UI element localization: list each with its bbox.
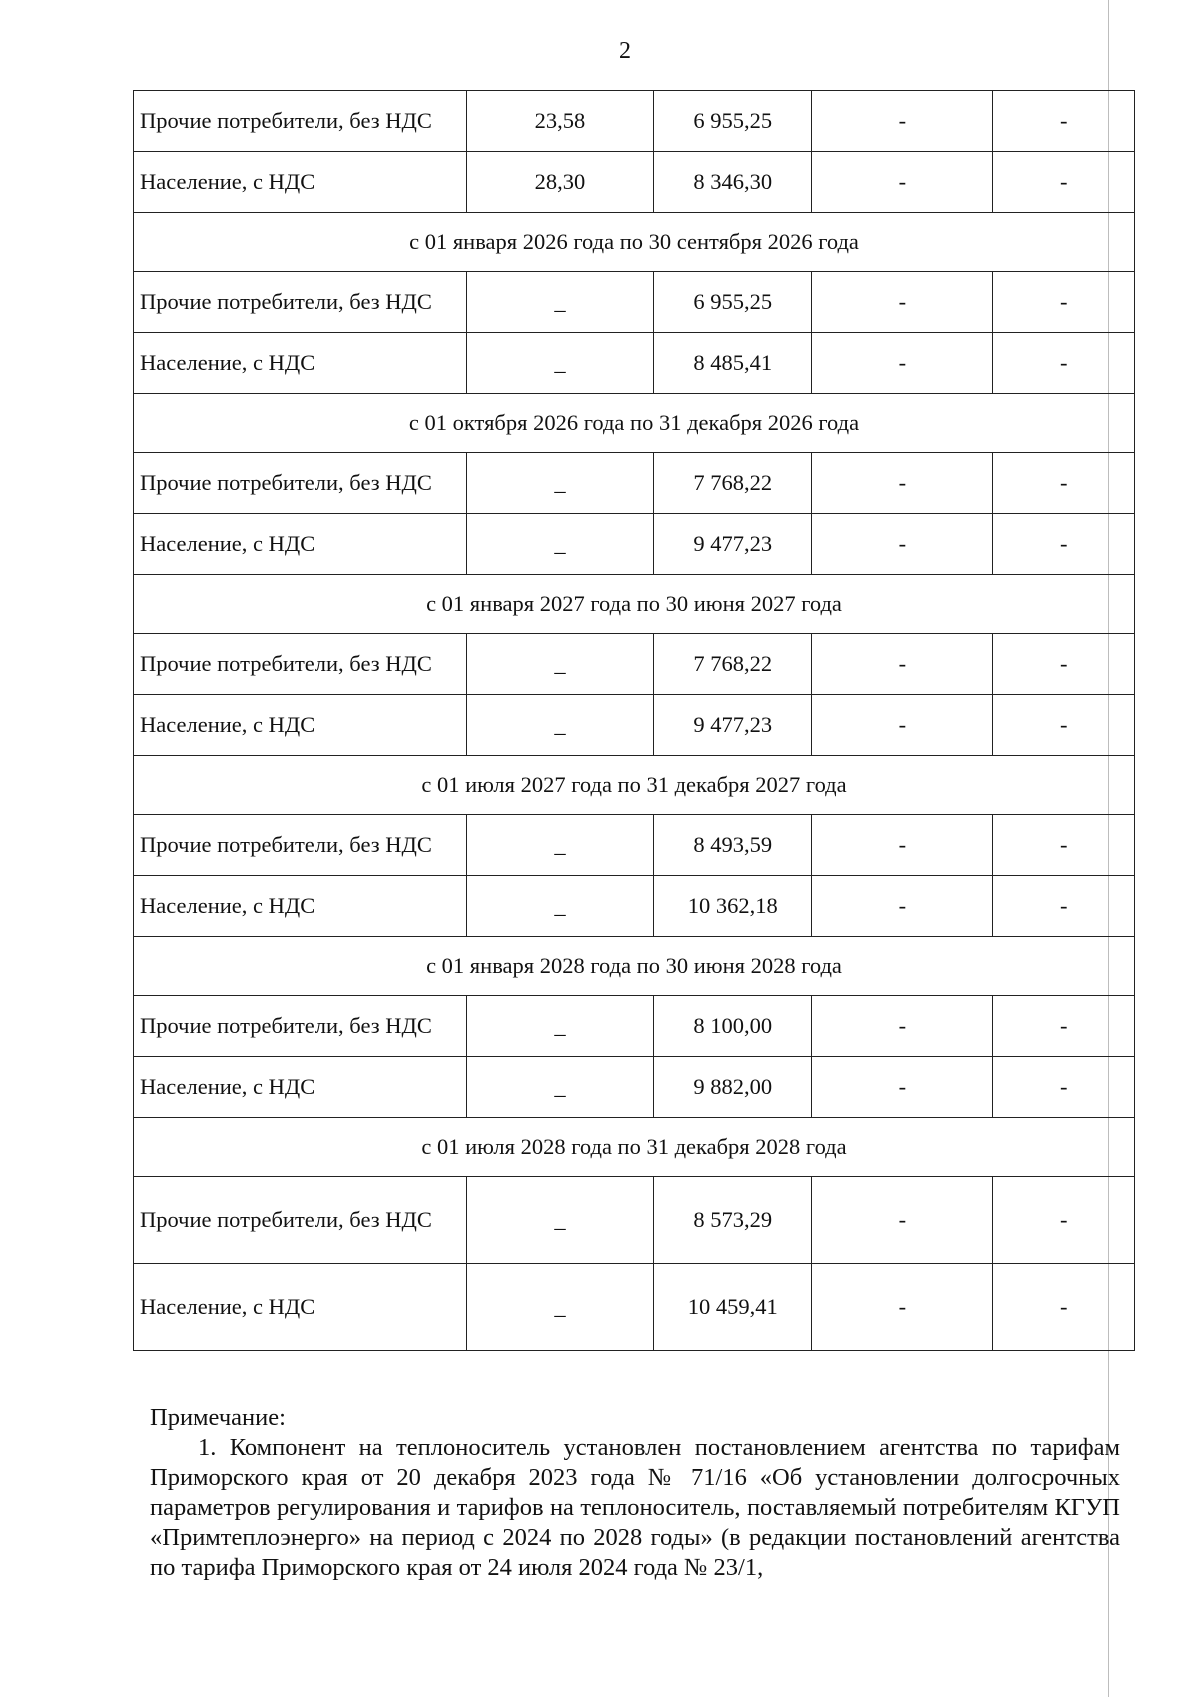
tariff-table	[133, 90, 1135, 1351]
tariff-value-cell: 8 493,59	[654, 815, 812, 876]
tariff-value-cell: 10 459,41	[654, 1264, 812, 1351]
period-row	[134, 213, 1135, 272]
consumer-cell: Население, с НДС	[134, 514, 467, 575]
value-cell: -	[812, 634, 993, 695]
consumer-cell: Прочие потребители, без НДС	[134, 996, 467, 1057]
value-cell: -	[812, 91, 993, 152]
table-row	[134, 1264, 1135, 1351]
value-cell: -	[993, 634, 1135, 695]
tariff-value-cell: 9 477,23	[654, 695, 812, 756]
table-row	[134, 1057, 1135, 1118]
value-cell: _	[466, 333, 654, 394]
table-row	[134, 1177, 1135, 1264]
table-row	[134, 333, 1135, 394]
value-cell: 23,58	[466, 91, 654, 152]
value-cell: _	[466, 272, 654, 333]
tariff-value-cell: 7 768,22	[654, 453, 812, 514]
value-cell: _	[466, 1177, 654, 1264]
value-cell: -	[812, 815, 993, 876]
consumer-cell: Население, с НДС	[134, 1057, 467, 1118]
value-cell: -	[812, 695, 993, 756]
table-row	[134, 996, 1135, 1057]
consumer-cell: Прочие потребители, без НДС	[134, 815, 467, 876]
value-cell: -	[993, 333, 1135, 394]
table-row	[134, 152, 1135, 213]
value-cell: _	[466, 514, 654, 575]
period-label: с 01 января 2026 года по 30 сентября 2026 года	[134, 213, 1135, 272]
value-cell: _	[466, 876, 654, 937]
value-cell: _	[466, 815, 654, 876]
value-cell: _	[466, 453, 654, 514]
consumer-cell: Прочие потребители, без НДС	[134, 91, 467, 152]
period-row	[134, 1118, 1135, 1177]
value-cell: _	[466, 1264, 654, 1351]
value-cell: -	[993, 453, 1135, 514]
value-cell: _	[466, 634, 654, 695]
consumer-cell: Население, с НДС	[134, 876, 467, 937]
table-row	[134, 876, 1135, 937]
table-row	[134, 695, 1135, 756]
consumer-cell: Население, с НДС	[134, 1264, 467, 1351]
table-row	[134, 91, 1135, 152]
value-cell: -	[993, 272, 1135, 333]
note-item-1: 1. Компонент на теплоноситель установлен постановлением агентства по тарифам Приморского края от 20 декабря 2023 года № 71/16 «Об установлении долгосрочных параметров регулирования и тарифов на теплоноситель, поставляемый потребителям КГУП «Примтеплоэнерго» на период с 2024 по 2028 годы» (в редакции постановлений агентства по тарифа Приморского края от 24 июля 2024 года № 23/1,	[150, 1434, 1120, 1581]
value-cell: _	[466, 996, 654, 1057]
value-cell: -	[993, 91, 1135, 152]
period-label: с 01 октября 2026 года по 31 декабря 2026 года	[134, 394, 1135, 453]
value-cell: _	[466, 1057, 654, 1118]
page-number: 2	[619, 38, 631, 64]
value-cell: -	[812, 1177, 993, 1264]
notes-section	[150, 1403, 1120, 1583]
consumer-cell: Население, с НДС	[134, 333, 467, 394]
value-cell: -	[993, 1057, 1135, 1118]
period-row	[134, 937, 1135, 996]
value-cell: -	[812, 876, 993, 937]
value-cell: -	[993, 695, 1135, 756]
tariff-value-cell: 8 100,00	[654, 996, 812, 1057]
period-label: с 01 июля 2027 года по 31 декабря 2027 года	[134, 756, 1135, 815]
period-row	[134, 575, 1135, 634]
tariff-value-cell: 10 362,18	[654, 876, 812, 937]
consumer-cell: Население, с НДС	[134, 152, 467, 213]
tariff-value-cell: 6 955,25	[654, 91, 812, 152]
notes-heading: Примечание:	[150, 1404, 286, 1431]
consumer-cell: Прочие потребители, без НДС	[134, 272, 467, 333]
value-cell: -	[812, 1264, 993, 1351]
value-cell: _	[466, 695, 654, 756]
tariff-table-body	[134, 91, 1135, 1351]
consumer-cell: Прочие потребители, без НДС	[134, 1177, 467, 1264]
value-cell: -	[812, 514, 993, 575]
table-row	[134, 453, 1135, 514]
table-row	[134, 514, 1135, 575]
value-cell: -	[993, 815, 1135, 876]
tariff-value-cell: 8 485,41	[654, 333, 812, 394]
period-row	[134, 756, 1135, 815]
period-label: с 01 июля 2028 года по 31 декабря 2028 года	[134, 1118, 1135, 1177]
tariff-value-cell: 9 882,00	[654, 1057, 812, 1118]
value-cell: -	[812, 453, 993, 514]
tariff-value-cell: 9 477,23	[654, 514, 812, 575]
value-cell: -	[812, 1057, 993, 1118]
value-cell: -	[812, 333, 993, 394]
consumer-cell: Прочие потребители, без НДС	[134, 634, 467, 695]
value-cell: -	[993, 152, 1135, 213]
period-label: с 01 января 2028 года по 30 июня 2028 года	[134, 937, 1135, 996]
value-cell: -	[993, 1177, 1135, 1264]
tariff-value-cell: 7 768,22	[654, 634, 812, 695]
value-cell: -	[993, 876, 1135, 937]
value-cell: -	[993, 996, 1135, 1057]
value-cell: -	[993, 1264, 1135, 1351]
tariff-value-cell: 8 346,30	[654, 152, 812, 213]
tariff-value-cell: 6 955,25	[654, 272, 812, 333]
tariff-value-cell: 8 573,29	[654, 1177, 812, 1264]
table-row	[134, 634, 1135, 695]
value-cell: -	[993, 514, 1135, 575]
consumer-cell: Население, с НДС	[134, 695, 467, 756]
value-cell: -	[812, 152, 993, 213]
table-row	[134, 272, 1135, 333]
period-label: с 01 января 2027 года по 30 июня 2027 года	[134, 575, 1135, 634]
consumer-cell: Прочие потребители, без НДС	[134, 453, 467, 514]
value-cell: -	[812, 272, 993, 333]
table-row	[134, 815, 1135, 876]
value-cell: -	[812, 996, 993, 1057]
value-cell: 28,30	[466, 152, 654, 213]
period-row	[134, 394, 1135, 453]
